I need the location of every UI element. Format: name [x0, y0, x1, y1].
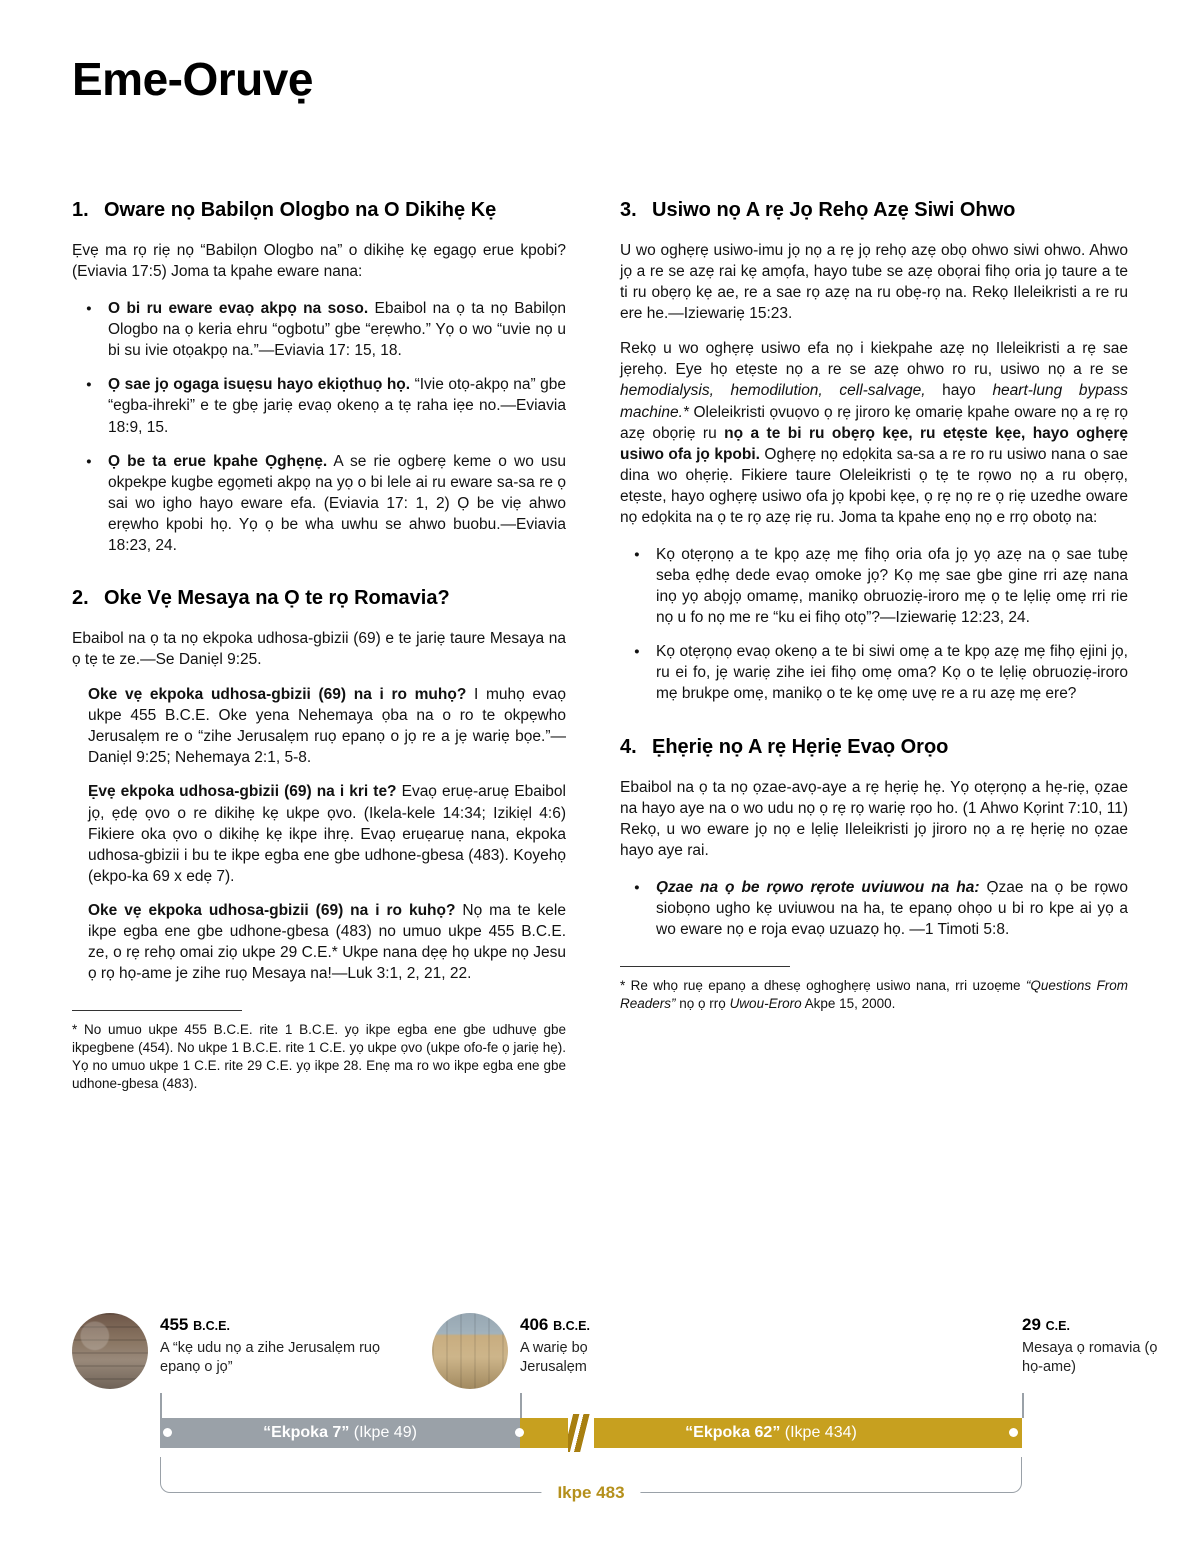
paragraph-text: Rekọ u wo oghẹrẹ usiwo efa nọ i kiekpahe azẹ nọ Ileleikristi a rẹ sae jẹrehọ. Eye họ etẹste nọ a re se azẹ ohwo ro ru, usiwo nọ a re se	[620, 340, 1128, 379]
timeline-tick	[160, 1393, 162, 1418]
medical-term-italic: heart-lung bypass machine.*	[620, 382, 1128, 421]
bullet-lead: Ọ sae jọ ogaga isuẹsu hayo ekiọthuọ họ.	[108, 376, 411, 394]
footnote-separator	[72, 1010, 242, 1011]
section-3-paragraph-1: U wo oghẹrẹ usiwo-imu jọ nọ a rẹ jọ rehọ azẹ obọ ohwo siwi ohwo. Ahwo jọ a re se azẹ rai kẹ amọfa, hayo tube se azẹ obọrai fihọ oria jọ taure a te ti ru obẹrọ kẹ ae, re a sae rọ azẹ na ru obẹ-rọ na. Rekọ Ileleikristi a re ru ere he.—Iziewariẹ 15:23.	[620, 242, 1128, 323]
jerusalem-walls-photo	[432, 1313, 508, 1389]
timeline-era: B.C.E.	[553, 1319, 590, 1333]
section-4-number: 4.	[620, 735, 637, 758]
timeline-date	[160, 1315, 382, 1335]
timeline-caption: A “kẹ udu nọ a zihe Jerusalẹm ruọ epanọ o jọ”	[160, 1340, 381, 1375]
right-column	[620, 198, 1128, 1092]
section-2-paragraph	[88, 781, 566, 886]
page-title: Eme-Oruvẹ	[72, 53, 313, 105]
bullet-item	[86, 451, 566, 556]
section-2-paragraph	[88, 900, 566, 984]
medical-terms-italic: hemodialysis, hemodilution, cell-salvage,	[620, 382, 926, 400]
section-2-heading	[72, 586, 566, 610]
bullet-item	[86, 374, 566, 437]
footnote-separator	[620, 966, 790, 967]
timeline-break-icon	[568, 1414, 594, 1452]
bullet-lead-italic: Ọzae na ọ be rọwo rẹrote uviuwou na ha:	[656, 878, 980, 896]
timeline-era: B.C.E.	[193, 1319, 230, 1333]
paragraph-lead: Oke vẹ ekpoka udhosa-gbizii (69) na i ro muhọ?	[88, 686, 467, 704]
section-1-heading	[72, 198, 566, 222]
section-3-heading	[620, 198, 1128, 222]
footnote-text: * Re whọ ruẹ epanọ a dhesẹ oghoghẹrẹ usiwo nana, rri uzoẹme	[620, 978, 1026, 994]
section-1-title: Oware nọ Babilọn Ologbo na O Dikihẹ Kẹ	[104, 199, 497, 221]
paragraph-text: Oleleikristi ọvuọvo ọ rẹ jiroro kẹ omariẹ kpahe oware nọ a rẹ rọ azẹ obọriẹ ru	[620, 403, 1128, 442]
section-4-heading	[620, 735, 1128, 759]
footnote-text: nọ ọ rrọ	[675, 995, 730, 1011]
footnote-right	[620, 977, 1128, 1013]
timeline-date	[520, 1315, 632, 1335]
timeline-event-455	[160, 1315, 382, 1376]
content-columns	[72, 198, 1128, 1092]
timeline-dot-icon	[163, 1428, 172, 1437]
bar-label-rest: (Ikpe 49)	[349, 1424, 417, 1441]
timeline-total-label: Ikpe 483	[541, 1483, 640, 1503]
section-3-bullet-list	[634, 544, 1128, 705]
footnote-left: * No umuo ukpe 455 B.C.E. rite 1 B.C.E. yọ ikpe egba ene gbe udhuvẹ gbe ikpegbene (454). No ukpe 1 B.C.E. rite 1 C.E. yọ ukpe ọvo (ukpe ofo-fe ọ jariẹ hẹ). Yọ no umuo ukpe 1 C.E. rite 29 C.E. yọ ikpe 28. Enẹ ma ro wo ikpe egba ene gbe udhone-gbesa (483).	[72, 1022, 566, 1091]
magazine-title-italic: Uwou-Eroro	[729, 995, 802, 1011]
timeline-era: C.E.	[1045, 1319, 1070, 1333]
bullet-item	[634, 877, 1128, 940]
left-column	[72, 198, 566, 1092]
section-3-number: 3.	[620, 199, 637, 221]
paragraph-text: I muhọ evaọ ukpe 455 B.C.E. Oke yena Nehemaya ọba na o ro te okpẹwho Jerusalẹm re o “zihe Jerusalẹm ruọ epanọ o jọ re a jẹ wariẹ bọe.”—Daniẹl 9:25; Nehemaya 2:1, 5-8.	[88, 686, 566, 767]
section-1-number: 1.	[72, 199, 89, 221]
jerusalem-ruins-photo	[72, 1313, 148, 1389]
section-4-bullet-list	[634, 877, 1128, 940]
bar-label	[685, 1424, 857, 1442]
timeline-year: 455	[160, 1315, 189, 1334]
timeline-date	[1022, 1315, 1162, 1335]
bullet-text: Ebaibol na ọ ta nọ Babilọn Ologbo na ọ keria ehru “ogbotu” gbe “erẹwho.” Yọ o wo “uvie nọ u bi su ivie otọakpọ na.”—Eviavia 17: 15, 18.	[108, 300, 566, 360]
article-title-italic: “Questions From Readers”	[620, 978, 1128, 1011]
paragraph-lead: Ẹvẹ ekpoka udhosa-gbizii (69) na i kri te?	[88, 783, 397, 801]
timeline-caption: A wariẹ bọ Jerusalẹm	[520, 1340, 588, 1375]
bullet-item	[634, 641, 1128, 704]
section-3-title: Usiwo nọ A rẹ Jọ Rehọ Azẹ Siwi Ohwo	[652, 199, 1016, 221]
bar-label-bold: “Ekpoka 62”	[685, 1424, 781, 1441]
paragraph-lead: Oke vẹ ekpoka udhosa-gbizii (69) na i ro kuhọ?	[88, 901, 456, 919]
timeline-year: 406	[520, 1315, 549, 1334]
timeline-dot-icon	[1009, 1428, 1018, 1437]
timeline-bar-ekpoka-7	[160, 1418, 520, 1448]
timeline-year: 29	[1022, 1315, 1041, 1334]
bar-label	[263, 1424, 417, 1442]
timeline-event-406	[520, 1315, 632, 1376]
paragraph-text: Oghẹrẹ nọ edọkita sa-sa a re ro ru usiwo nana o sae dina wo ohẹriẹ. Fikiere taure Oleleikristi ọ tẹ te rọwo nọ a ru obẹrọ, etẹste, hayo oghẹrẹ usiwo ofa jọ kpobi kẹe, ọ rẹ nọ re ọ riẹ uzedhe oware nọ edọkita na ọ te rọ azẹ riẹ ru. Joma ta kpahe enọ nọ e rrọ obotọ na:	[620, 445, 1129, 526]
bar-label-bold: “Ekpoka 7”	[263, 1424, 350, 1441]
bullet-text: Kọ otẹrọnọ evaọ okenọ a te bi siwi omẹ a te kpọ azẹ mẹ fihọ ẹjini jọ, ru ei fo, jẹ wariẹ zihe iei fihọ omẹ oma? Kọ o te lẹliẹ obruoziẹ-iroro mẹ brukpe omẹ, manikọ o te kẹ omẹ uvẹ re a ru azẹ mẹ ere?	[656, 643, 1128, 703]
timeline-total-bracket	[160, 1457, 1022, 1502]
section-2-paragraph	[88, 684, 566, 768]
section-2-intro: Ebaibol na ọ ta nọ ekpoka udhosa-gbizii (69) e te jariẹ taure Mesaya na ọ tẹ te ze.—Se Daniẹl 9:25.	[72, 630, 566, 669]
timeline-tick	[1022, 1393, 1024, 1418]
section-4-title: Ẹhẹriẹ nọ A rẹ Hẹriẹ Evaọ Orọo	[652, 735, 949, 758]
timeline	[72, 1303, 1162, 1518]
section-1-bullet-list	[86, 298, 566, 556]
section-2-number: 2.	[72, 587, 89, 610]
footnote-text: Akpe 15, 2000.	[801, 995, 896, 1011]
baptism-photo	[930, 1313, 1006, 1389]
section-2-title: Oke Vẹ Mesaya na Ọ te rọ Romavia?	[104, 587, 450, 610]
bullet-text: “Ivie otọ-akpọ na” gbe “egba-ihreki” e te gbẹ jariẹ evaọ okenọ a tẹ raha iẹe no.—Eviavia 18:9, 15.	[108, 376, 566, 436]
bullet-text: Kọ otẹrọnọ a te kpọ azẹ mẹ fihọ oria ofa jọ yọ azẹ na ọ sae tubẹ seba ẹdhẹ dede evaọ omoke jọ? Kọ mẹ sae gbe gine rri azẹ nana inọ yọ abọjọ omamẹ, manikọ obruoziẹ-iroro mẹ ọ te lẹliẹ omẹ rri rie nọ u fo nọ me re “ku ei fihọ otọ”?—Iziewariẹ 12:23, 24.	[656, 546, 1128, 627]
bullet-text: A se rie ogberẹ keme o wo usu okpekpe kugbe egọmeti akpọ na yọ o bi lele ai ru eware sa-sa re ọ sai wo igho hayo eware efa. (Eviavia 17: 1, 2) Ọ be viẹ ahwo erẹwho kpobi họ. Yọ ọ be wha uwhu se ahwo buobu.—Eviavia 18:23, 24.	[108, 452, 566, 554]
bullet-text: Ọzae na ọ be rọwo siobọno ugho kẹ uviuwou na ha, te epanọ ohọo u bi ro kpe ai yọ a wo eware nọ e roja evaọ uzuazọ họ. —1 Timoti 5:8.	[656, 878, 1129, 939]
paragraph-text: Evaọ eruẹ-aruẹ Ebaibol jọ, ẹdẹ ọvo o re dikihẹ kẹ ukpe ọvo. (Ikela-kele 14:34; Izikiẹl 4:6) Fikiere oka ọvo o dikihẹ kẹ ikpe ihrẹ. Evaọ eruẹaruẹ nana, ekpoka udhosa-gbizii i bu te ikpe egba ene gbe udhone-gbesa (483). Koyehọ (ekpo-ka 69 x edẹ 7).	[88, 783, 566, 885]
section-4-paragraph-1: Ebaibol na ọ ta nọ ọzae-avọ-aye a rẹ hẹriẹ hẹ. Yọ otẹrọnọ a hẹ-riẹ, ọzae na hayo aye na o wo udu nọ ọ rẹ rọ wariẹ rọo ho. (1 Ahwo Kọrint 7:10, 11) Rekọ, u wo eware jọ nọ e lẹliẹ Ileleikristi jọ jiroro nọ a rẹ hẹriẹ no ọzae hayo aye rai.	[620, 778, 1128, 859]
paragraph-text: hayo	[925, 382, 993, 400]
timeline-bars	[160, 1418, 1022, 1448]
paragraph-text: Nọ ma te kele ikpe egba ene gbe udhone-gbesa (483) no umuo ukpe 455 B.C.E. ze, o rẹ rehọ omai ziọ ukpe 29 C.E.* Ukpe nana dẹẹ họ ukpe nọ Jesu ọ rọ họ-ame je zihe ruọ Mesaya na!—Luk 3:1, 2, 21, 22.	[88, 901, 566, 983]
timeline-tick	[520, 1393, 522, 1418]
paragraph-bold: nọ a te bi ru obẹrọ kẹe, ru etẹste kẹe, hayo oghẹrẹ usiwo ofa jọ kpobi.	[620, 424, 1128, 463]
timeline-dot-icon	[515, 1428, 524, 1437]
section-1-intro: Ẹvẹ ma rọ riẹ nọ “Babilọn Ologbo na” o dikihẹ kẹ egagọ erue kpobi? (Eviavia 17:5) Joma ta kpahe eware nana:	[72, 242, 566, 281]
bullet-item	[86, 298, 566, 361]
timeline-event-29	[1022, 1315, 1162, 1376]
bullet-lead: Ọ be ta erue kpahe Ọghẹnẹ.	[108, 452, 328, 470]
bullet-lead: O bi ru eware evaọ akpọ na soso.	[108, 300, 369, 318]
timeline-caption: Mesaya ọ romavia (ọ họ-ame)	[1022, 1340, 1158, 1375]
bar-label-rest: (Ikpe 434)	[780, 1424, 857, 1441]
section-3-paragraph-2	[620, 338, 1128, 528]
timeline-bar-ekpoka-62	[520, 1418, 1022, 1448]
bullet-item	[634, 544, 1128, 628]
